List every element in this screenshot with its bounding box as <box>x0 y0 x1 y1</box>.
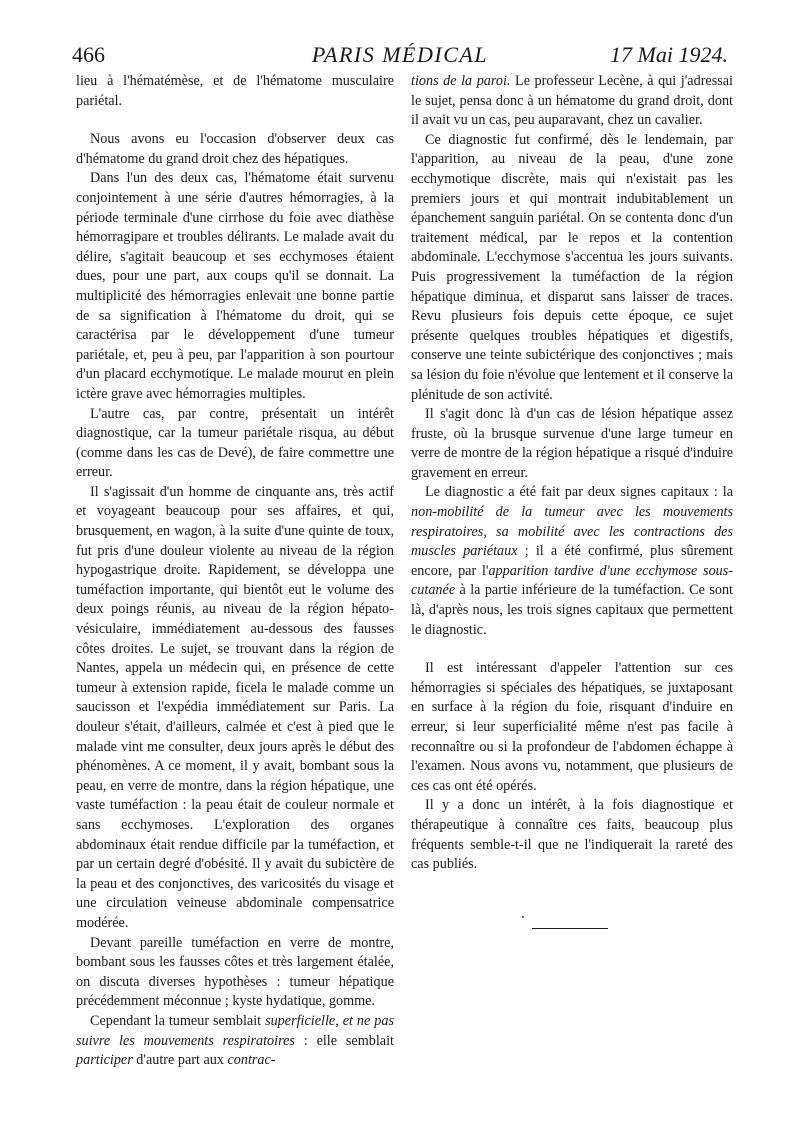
paragraph: Devant pareille tuméfaction en verre de montre, bombant sous les fausses côtes et très largement étalée, on discuta diverses hypothèses : tumeur hépatique précédemment méconnue ; kyste hydatique, gomme. <box>76 934 394 1010</box>
paragraph <box>411 483 733 640</box>
issue-date: 17 Mai 1924. <box>610 42 728 67</box>
italic-run: superficielle, et ne pas suivre les mouvements respiratoires <box>76 1012 394 1049</box>
journal-title: PARIS MÉDICAL <box>311 42 489 67</box>
paragraph: Il s'agissait d'un homme de cinquante ans, très actif et voyageant beaucoup pour ses affaires, et qui, brusquement, en wagon, à la suite d'une quinte de toux, fut pris d'une douleur violente au niveau de la région hypogastrique droite. Rapidement, se développa une tuméfaction importante, qui bientôt eut le volume des deux poings réunis, au niveau de la région hépato-vésiculaire, immédiatement au-dessous des fausses côtes droites. Le sujet, se trouvant dans la région de Nantes, appela un médecin qui, en présence de cette tumeur à extension rapide, ficela le malade comme un saucisson et l'expédia immédiatement sur Paris. La douleur s'était, d'ailleurs, calmée et c'est à pied que le malade vint me consulter, deux jours après le début des phénomènes. A ce moment, il y avait, bombant sous la peau, en verre de montre, dans la région hépatique, une vaste tuméfaction : la peau était de couleur normale et sans ecchymoses. L'exploration des organes abdominaux était rendue difficile par la tuméfaction, et par un certain degré d'obésité. Il y avait du subictère de la peau et des conjonctives, des varicosités du visage et une circulation veineuse abdominale compensatrice modérée. <box>76 483 394 931</box>
paragraph: Nous avons eu l'occasion d'observer deux cas d'hématome du grand droit chez des hépatiques. <box>76 131 394 167</box>
text-run: ; il a été confirmé, plus sûrement encore, par l' <box>411 543 733 579</box>
paragraph: L'autre cas, par contre, présentait un intérêt diagnostique, car la tumeur pariétale risqua, au début (comme dans les cas de Devé), de faire commettre une erreur. <box>76 405 394 481</box>
paragraph: Dans l'un des deux cas, l'hématome était survenu conjointement à une série d'autres hémorragies, à la période terminale d'une cirrhose du foie avec diathèse hémorragipare et troubles délirants. Le malade avait du délire, s'agitait beaucoup et ses ecchymoses étaient dues, pour une part, aux coups qu'il se donnait. La multiplicité des hémorragies enlevait une bonne partie de sa signification à l'hématome du droit, qui se caractérisa par le développement d'une tumeur pariétale, et, peu à peu, par l'apparition à son pourtour d'un placard ecchymotique. Le malade mourut en plein ictère grave avec hémorragies multiples. <box>76 170 394 402</box>
paragraph: Il s'agit donc là d'un cas de lésion hépatique assez fruste, où la brusque survenue d'une large tumeur en verre de montre de la région hépatique a risqué d'induire gravement en erreur. <box>411 406 733 481</box>
text-run: d'autre part aux <box>132 1052 228 1069</box>
italic-run: apparition tardive d'une ecchymose sous-cutanée <box>411 562 733 599</box>
italic-run: contrac- <box>227 1052 276 1069</box>
paragraph <box>411 72 733 131</box>
paragraph: Ce diagnostic fut confirmé, dès le lendemain, par l'apparition, au niveau de la peau, d'une zone ecchymotique discrète, mais qui n'existait pas les premiers jours et qui montrait indubitablement un épanchement sanguin pariétal. On se contenta donc d'un traitement médical, par le repos et la contention abdominale. L'ecchymose s'accentua les jours suivants. Puis progressivement la tuméfaction de la région hépatique diminua, et disparut sans laisser de traces. Revu plusieurs fois depuis cette époque, ce sujet présente quelques troubles hépatiques et digestifs, conserve une teinte subictérique des conjonctives ; mais sa lésion du foie n'évolue que lentement et il conserve la plénitude de son activité. <box>411 131 733 403</box>
paragraph: lieu à l'hématémèse, et de l'hématome musculaire pariétal. <box>76 73 394 109</box>
text-run: : elle semblait <box>294 1032 394 1049</box>
text-run: Le diagnostic a été fait par deux signes capitaux : la <box>425 484 733 501</box>
end-rule <box>532 928 608 929</box>
paragraph <box>76 1012 394 1071</box>
left-column <box>76 72 394 1071</box>
text-run: à la partie inférieure de la tuméfaction. Ce sont là, d'après nous, les trois signes capitaux que permettent le diagnostic. <box>411 582 733 638</box>
italic-run: participer <box>76 1052 133 1069</box>
ink-speck <box>522 916 524 918</box>
right-column <box>411 72 733 875</box>
text-run: Le professeur Lecène, à qui j'adressai le sujet, pensa donc à un hématome du grand droit, dont il avait vu un cas, peu auparavant, chez un cavalier. <box>411 73 733 129</box>
italic-run: non-mobilité de la tumeur avec les mouvements respiratoires, sa mobilité avec les contractions des muscles pariétaux <box>411 504 733 560</box>
italic-run: tions de la paroi. <box>411 73 511 89</box>
page-number: 466 <box>72 42 105 67</box>
page-header <box>72 38 728 72</box>
paragraph: Il y a donc un intérêt, à la fois diagnostique et thérapeutique à connaître ces faits, beaucoup plus fréquents semble-t-il que ne l'indiquerait la rareté des cas publiés. <box>411 797 733 873</box>
text-run: Cependant la tumeur semblait <box>90 1012 266 1029</box>
paragraph: Il est intéressant d'appeler l'attention sur ces hémorragies si spéciales des hépatiques, se juxtaposant en surface à la région du foie, risquant d'induire en erreur, si leur superficialité même n'est pas facile à reconnaître ou si la profondeur de l'abdomen échappe à l'examen. Nous avons vu, notamment, que plusieurs de ces cas ont été opérés. <box>411 660 733 794</box>
